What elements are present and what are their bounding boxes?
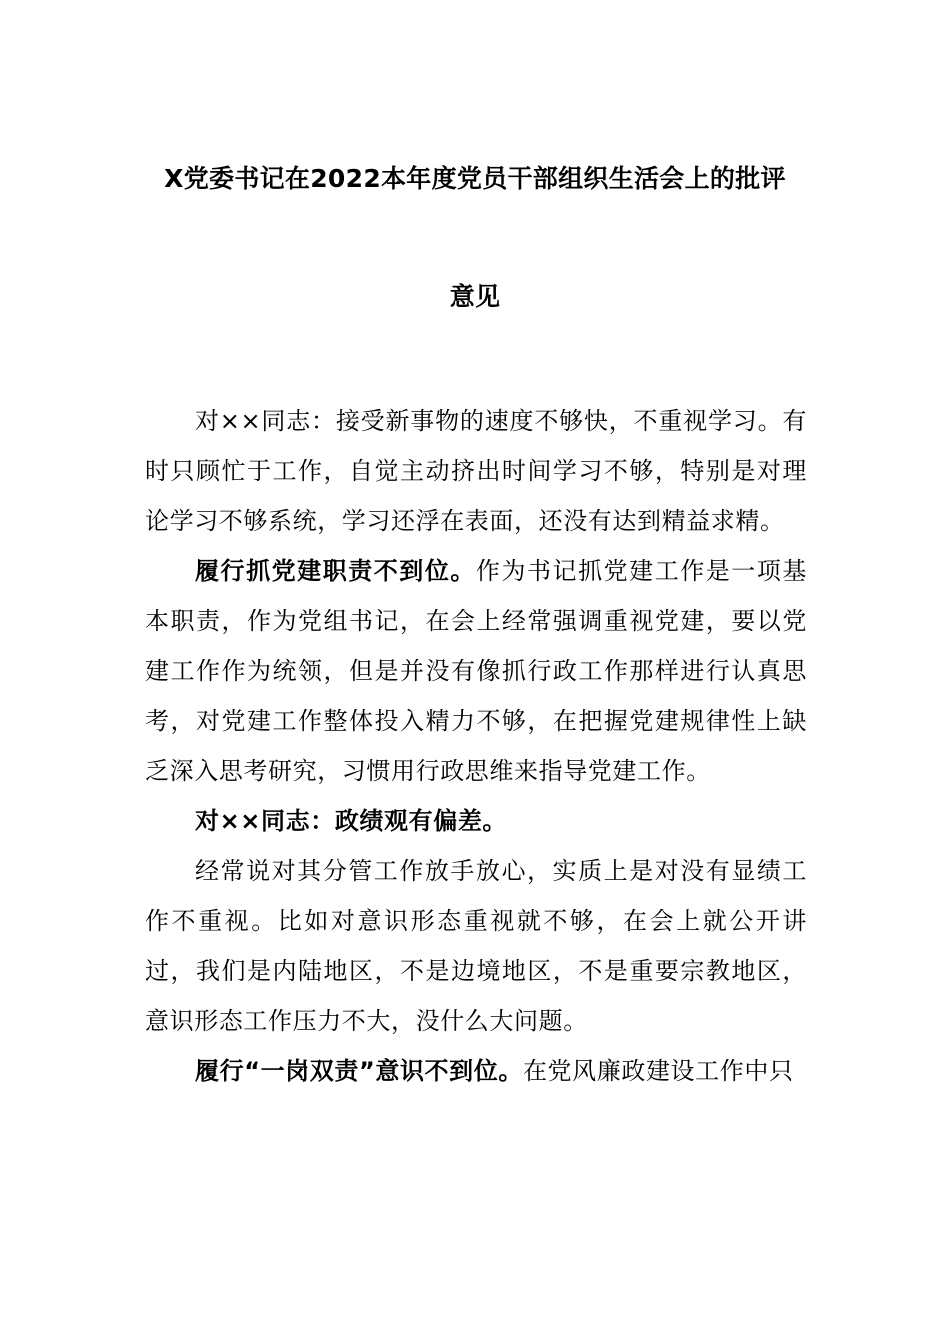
paragraph-1-text: 对××同志：接受新事物的速度不够快，不重视学习。有时只顾忙于工作，自觉主动挤出时间学习不够，特别是对理论学习不够系统，学习还浮在表面，还没有达到精益求精。 [145, 407, 807, 535]
paragraph-3-lead: 对××同志：政绩观有偏差。 [195, 807, 508, 835]
paragraph-5-text: 在党风廉政建设工作中只 [522, 1057, 794, 1085]
paragraph-5 [145, 1046, 807, 1096]
document-body [145, 396, 807, 1096]
paragraph-2 [145, 546, 807, 796]
paragraph-2-lead: 履行抓党建职责不到位。 [195, 557, 476, 585]
paragraph-1 [145, 396, 807, 546]
paragraph-2-text: 作为书记抓党建工作是一项基本职责，作为党组书记，在会上经常强调重视党建，要以党建工作作为统领，但是并没有像抓行政工作那样进行认真思考，对党建工作整体投入精力不够，在把握党建规律性上缺乏深入思考研究，习惯用行政思维来指导党建工作。 [145, 557, 807, 785]
document-title-line-1: X党委书记在2022本年度党员干部组织生活会上的批评 [164, 164, 786, 193]
paragraph-4 [145, 846, 807, 1046]
paragraph-3 [145, 796, 807, 846]
document-title-line-2: 意见 [449, 282, 501, 311]
paragraph-5-lead: 履行“一岗双责”意识不到位。 [195, 1057, 523, 1085]
paragraph-4-text: 经常说对其分管工作放手放心，实质上是对没有显绩工作不重视。比如对意识形态重视就不够，在会上就公开讲过，我们是内陆地区，不是边境地区，不是重要宗教地区，意识形态工作压力不大，没什么大问题。 [145, 857, 807, 1035]
